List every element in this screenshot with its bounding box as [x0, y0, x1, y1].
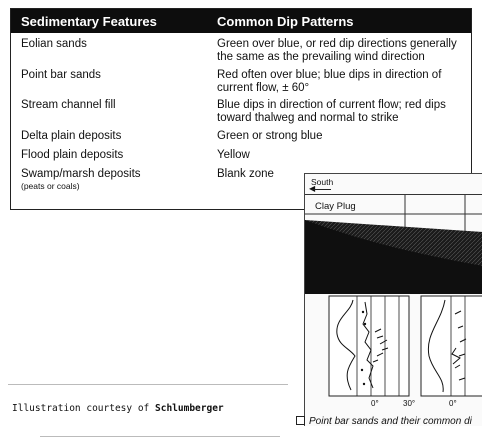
scan-artifact-line [8, 384, 288, 385]
left-arrow-icon: ◀ [309, 184, 316, 193]
feature-cell: Delta plain deposits [21, 130, 122, 142]
feature-cell: Eolian sands [21, 38, 87, 50]
direction-label: South [311, 177, 334, 187]
direction-arrow-line [311, 189, 331, 190]
feature-cell: Point bar sands [21, 69, 101, 81]
feature-note: (peats or coals) [21, 181, 80, 191]
credit-source: Schlumberger [155, 403, 224, 414]
pattern-cell: Yellow [217, 149, 250, 161]
feature-cell: Flood plain deposits [21, 149, 124, 161]
point-bar-figure [304, 173, 482, 426]
pattern-cell: Blank zone [217, 168, 274, 180]
feature-cell [21, 168, 141, 191]
pattern-cell: Green or strong blue [217, 130, 323, 142]
scan-artifact-line [40, 436, 280, 437]
header-sedimentary-features: Sedimentary Features [21, 14, 157, 29]
pattern-cell: Green over blue, or red dip directions generally the same as the prevailing wind direction [217, 38, 457, 63]
caption-square-icon [296, 416, 305, 425]
scale-label-0: 0° [371, 399, 379, 408]
figure-divider [305, 194, 482, 195]
illustration-credit [12, 403, 224, 414]
dipmeter-log-illustration [325, 294, 482, 404]
table-header [11, 9, 471, 33]
pattern-cell: Red often over blue; blue dips in direction of current flow, ± 60° [217, 69, 442, 94]
feature-cell: Stream channel fill [21, 99, 116, 111]
credit-prefix: Illustration courtesy of [12, 403, 150, 414]
caption-text: Point bar sands and their common di [309, 416, 472, 427]
header-common-dip-patterns: Common Dip Patterns [217, 14, 354, 29]
feature-name: Swamp/marsh deposits [21, 168, 141, 180]
scale-label-0-right: 0° [449, 399, 457, 408]
clay-plug-label: Clay Plug [315, 201, 356, 212]
figure-caption [296, 416, 472, 427]
pattern-cell: Blue dips in direction of current flow; red dips toward thalweg and normal to strike [217, 99, 446, 124]
scale-label-30: 30° [403, 399, 416, 408]
